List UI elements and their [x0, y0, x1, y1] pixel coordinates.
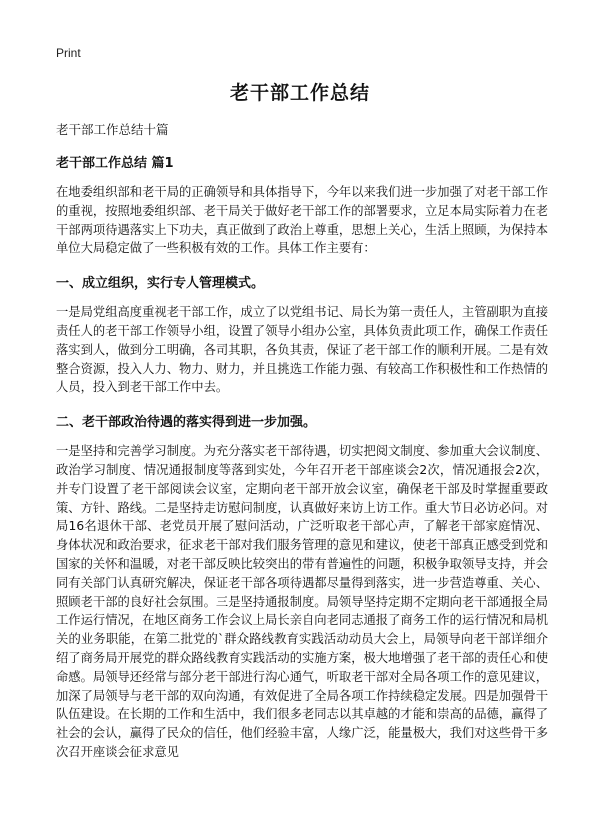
section-2-paragraph: 一是坚持和完善学习制度。为充分落实老干部待遇，切实把阅文制度、参加重大会议制度、政治学习制度、情况通报制度等落到实处，今年召开老干部座谈会2次，情况通报会2次，并专门设置了老干部阅读会议室，定期向老干部开放会议室，确保老干部及时掌握重要政策、方针、路线。二是坚持走访慰问制度，认真做好来访上访工作。重大节日必访必问。对局16名退休干部、老党员开展了慰问活动，广泛听取老干部心声，了解老干部家庭情况、身体状况和政治要求，征求老干部对我们服务管理的意见和建议，使老干部真正感受到党和国家的关怀和温暖，对老干部反映比较突出的带有普遍性的问题，积极争取领导支持，并会同有关部门认真研究解决，保证老干部各项待遇都尽量得到落实，进一步营造尊重、关心、照顾老干部的良好社会氛围。三是坚持通报制度。局领导坚持定期不定期向老干部通报全局工作运行情况，在地区商务工作会议上局长亲自向老同志通报了商务工作的运行情况和局机关的业务职能，在第二批党的`群众路线教育实践活动动员大会上，局领导向老干部详细介绍了商务局开展党的群众路线教育实践活动的实施方案，极大地增强了老干部的责任心和使命感。局领导还经常与部分老干部进行沟心通气，听取老干部对全局各项工作的意见建议，加深了局领导与老干部的双向沟通，有效促进了全局各项工作持续稳定发展。四是加强骨干队伍建设。在长期的工作和生活中，我们很多老同志以其卓越的才能和崇高的品德，赢得了社会的会认，赢得了民众的信任，他们经验丰富，人缘广泛，能量极大，我们对这些骨干多次召开座谈会征求意见: [56, 444, 548, 759]
intro-paragraph: 在地委组织部和老干局的正确领导和具体指导下，今年以来我们进一步加强了对老干部工作的重视，按照地委组织部、老干局关于做好老干部工作的部署要求，立足本局实际着力在老干部两项待遇落实上下功夫，真正做到了政治上尊重，思想上关心，生活上照顾，为保持本单位大局稳定做了一些积极有效的工作。具体工作主要有：: [56, 185, 548, 256]
document-body: [56, 120, 548, 772]
document-title: 老干部工作总结: [229, 82, 370, 104]
section-2-heading: 二、老干部政治待遇的落实得到进一步加强。: [56, 415, 317, 431]
document-subtitle: 老干部工作总结十篇: [56, 122, 169, 137]
article-heading: 老干部工作总结 篇1: [56, 156, 174, 171]
section-1-heading: 一、成立组织，实行专人管理模式。: [56, 276, 265, 292]
print-link[interactable]: Print: [56, 46, 81, 60]
section-1-paragraph: 一是局党组高度重视老干部工作，成立了以党组书记、局长为第一责任人，主管副职为直接责任人的老干部工作领导小组，设置了领导小组办公室，具体负责此项工作，确保工作责任落实到人，做到分工明确，各司其职，各负其责，保证了老干部工作的顺利开展。二是有效整合资源，投入人力、物力、财力，并且挑选工作能力强、有较高工作积极性和工作热情的人员，投入到老干部工作中去。: [56, 305, 548, 395]
